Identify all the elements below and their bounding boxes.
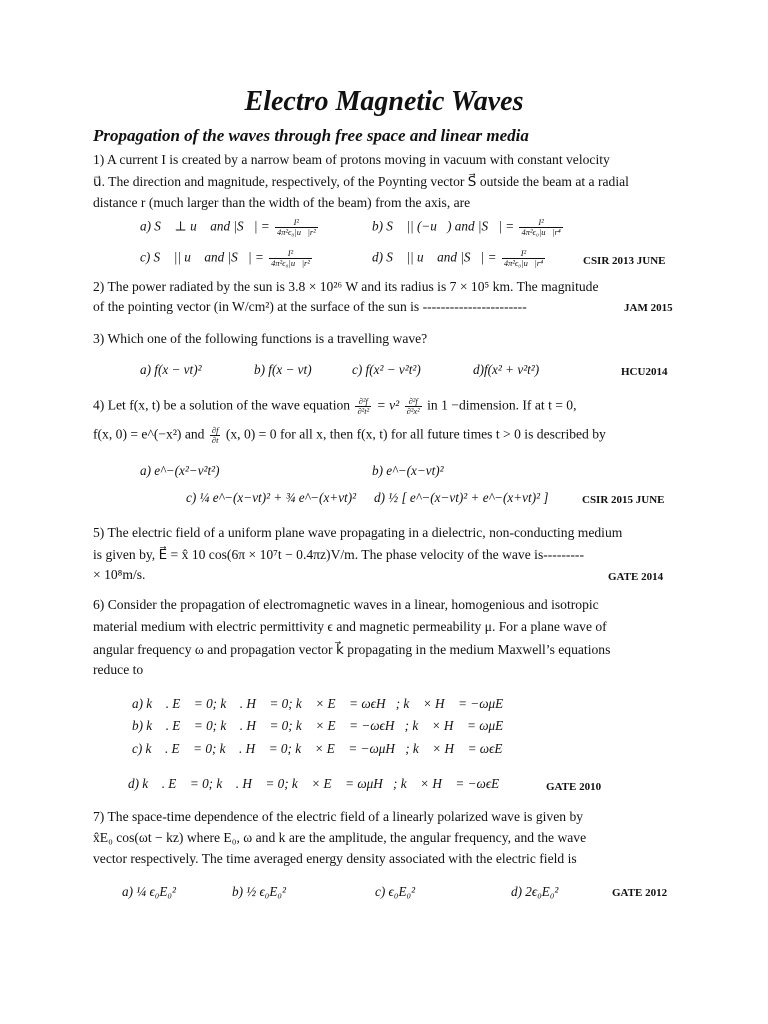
q1-option-d: d) S⃗ || u⃗ and |S⃗| = $\frac{\text{I²}}{\text{4π²ϵ₀|u⃗|r⁴}}$ [372,248,544,268]
q6-option-c: c) k⃗ . E⃗ = 0; k⃗ . H⃗ = 0; k⃗ × E⃗ = −ωμH⃗; k⃗ × H⃗ = ωϵE⃗ [132,741,513,756]
q7-option-b: b) ½ ϵ₀E₀² [232,884,286,899]
section-subtitle: Propagation of the waves through free space and linear media [93,126,529,145]
q2-source: JAM 2015 [624,302,673,314]
q6-source: GATE 2010 [546,781,602,793]
q7-line-1: 7) The space-time dependence of the electric field of a linearly polarized wave is given by [93,809,584,824]
q3-source: HCU2014 [621,366,668,378]
q7-option-c: c) ϵ₀E₀² [375,884,416,899]
q6-option-a: a) k⃗ . E⃗ = 0; k⃗ . H⃗ = 0; k⃗ × E⃗ = ωϵH⃗; k⃗ × H⃗ = −ωμE⃗ [132,696,514,711]
q3-option-b: b) f(x − vt) [254,362,312,377]
q2-line-2: of the pointing vector (in W/cm²) at the surface of the sun is ----------------------- [93,299,527,314]
q4-line-2: f(x, 0) = e^(−x²) and $\frac{\partial f}{\partial t}$ (x, 0) = 0 for all x, then f(x, t) for all future times t > 0 is described by [93,425,606,445]
q4-source: CSIR 2015 JUNE [582,494,665,506]
q7-line-2: x̂E₀ cos(ωt − kz) where E₀, ω and k are the amplitude, the angular frequency, and the wave [93,830,587,845]
q3-line-1: 3) Which one of the following functions is a travelling wave? [93,331,428,346]
q7-line-3: vector respectively. The time averaged energy density associated with the electric field is [93,851,577,866]
q1-line-2: u⃗. The direction and magnitude, respectively, of the Poynting vector S⃗ outside the beam at a radial [93,174,629,189]
q6-line-2: material medium with electric permittivity ϵ and magnetic permeability μ. For a plane wave of [93,619,607,634]
q5-line-1: 5) The electric field of a uniform plane wave propagating in a dielectric, non-conducting medium [93,525,623,540]
q3-option-d: d)f(x² + v²t²) [473,362,540,377]
q1-source: CSIR 2013 JUNE [583,255,666,267]
q4-line-1: 4) Let f(x, t) be a solution of the wave equation $\frac{\text{∂²f}}{\text{∂²t²}}$ = v² $\frac{\text{∂²f}}{\text{∂²x²}}$ in 1 −dimension. If at t = 0, [93,396,577,416]
q4-option-d: d) ½ [ e^−(x−vt)² + e^−(x+vt)² ] [374,490,549,505]
q3-option-c: c) f(x² − v²t²) [352,362,421,377]
q7-source: GATE 2012 [612,887,668,899]
q1-option-c: c) S⃗ || u⃗ and |S⃗| = $\frac{\text{I²}}{\text{4π²ϵ₀|u⃗|r²}}$ [140,248,310,268]
q4-option-b: b) e^−(x−vt)² [372,463,444,478]
q5-line-2: is given by, E⃗ = x̂ 10 cos(6π × 10⁷t − 0.4πz)V/m. The phase velocity of the wave is--------- [93,547,584,562]
page-title: Electro Magnetic Waves [244,86,524,117]
q3-option-a: a) f(x − vt)² [140,362,202,377]
q1-line-1: 1) A current I is created by a narrow beam of protons moving in vacuum with constant velocity [93,152,610,167]
q4-option-c: c) ¼ e^−(x−vt)² + ¾ e^−(x+vt)² [186,490,357,505]
q2-line-1: 2) The power radiated by the sun is 3.8 × 10²⁶ W and its radius is 7 × 10⁵ km. The magnitude [93,279,599,294]
q1-line-3: distance r (much larger than the width of the beam) from the axis, are [93,195,471,210]
q6-line-1: 6) Consider the propagation of electromagnetic waves in a linear, homogenious and isotropic [93,597,599,612]
q7-option-a: a) ¼ ϵ₀E₀² [122,884,176,899]
q6-option-b: b) k⃗ . E⃗ = 0; k⃗ . H⃗ = 0; k⃗ × E⃗ = −ωϵH⃗; k⃗ × H⃗ = ωμE⃗ [132,718,514,733]
q4-option-a: a) e^−(x²−v²t²) [140,463,220,478]
q5-line-3: × 10⁸m/s. [93,567,146,582]
q6-line-4: reduce to [93,662,144,677]
q5-source: GATE 2014 [608,571,664,583]
q7-option-d: d) 2ϵ₀E₀² [511,884,559,899]
q1-option-a: a) S⃗ ⊥ u⃗ and |S⃗| = $\frac{\text{I²}}{\text{4π²ϵ₀|u⃗|r²}}$ [140,217,316,237]
q1-option-b: b) S⃗ || (−u⃗) and |S⃗| = $\frac{\text{I²}}{\text{4π²ϵ₀|u⃗|r⁴}}$ [372,217,561,237]
q6-line-3: angular frequency ω and propagation vector k⃗ propagating in the medium Maxwell’s equations [93,642,611,657]
q6-option-d: d) k⃗ . E⃗ = 0; k⃗ . H⃗ = 0; k⃗ × E⃗ = ωμH⃗; k⃗ × H⃗ = −ωϵE⃗ [128,776,510,791]
